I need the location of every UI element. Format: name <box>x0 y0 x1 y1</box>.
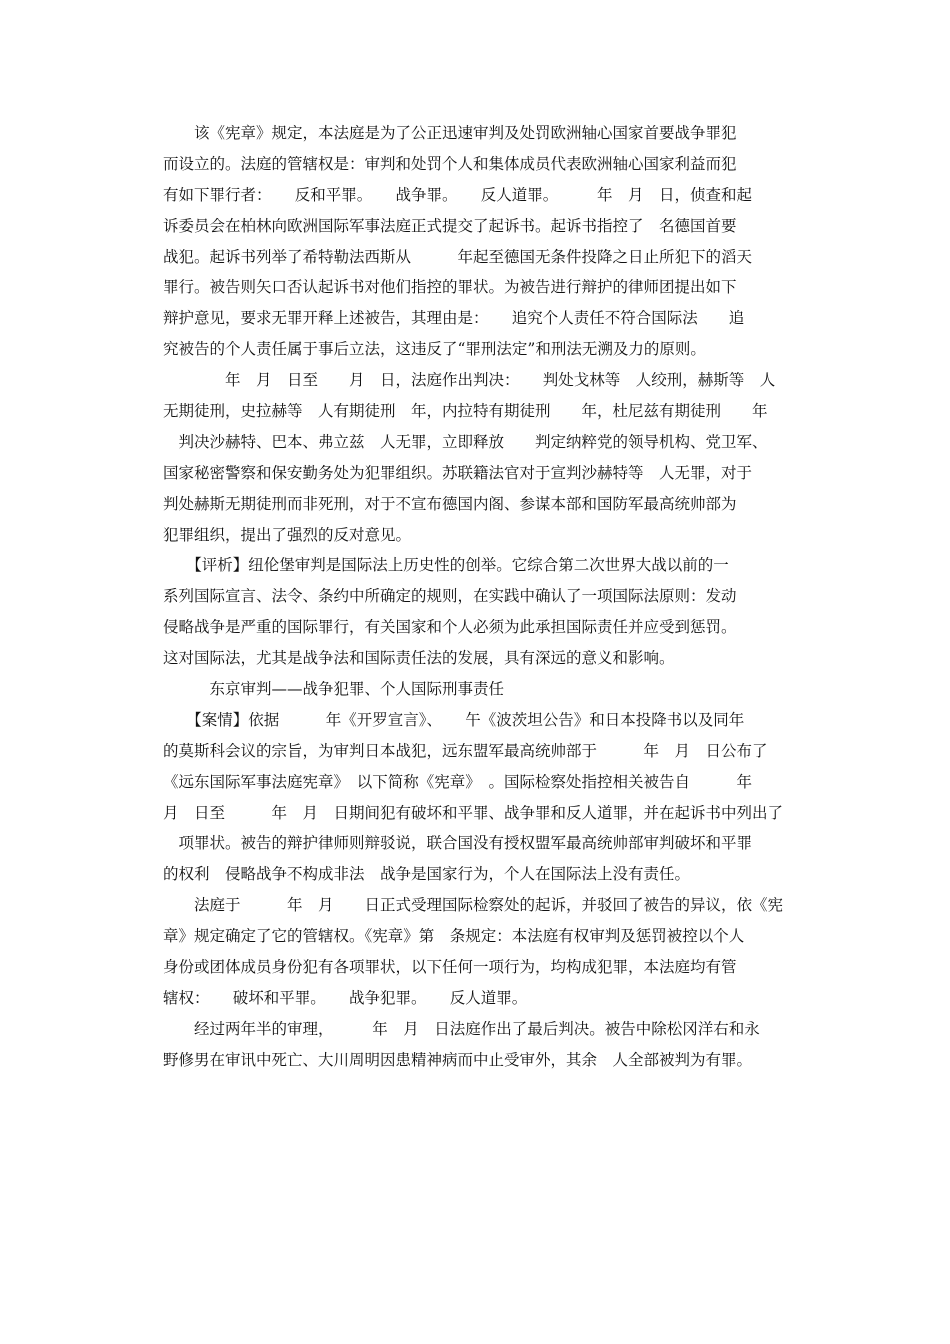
text-line: 章》规定确定了它的管辖权。《宪章》第 条规定：本法庭有权审判及惩罚被控以个人 <box>163 927 745 946</box>
text-line: 辖权： 破坏和平罪。 战争犯罪。 反人道罪。 <box>163 988 528 1007</box>
text-line: 诉委员会在柏林向欧洲国际军事法庭正式提交了起诉书。起诉书指控了 名德国首要 <box>163 216 737 235</box>
text-line: 该《宪章》规定，本法庭是为了公正迅速审判及处罚欧洲轴心国家首要战争罪犯 <box>163 124 737 142</box>
text-line: 项罪状。被告的辩护律师则辩驳说，联合国没有授权盟军最高统帅部审判破坏和平罪 <box>163 834 753 853</box>
text-line: 法庭于 年 月 日正式受理国际检察处的起诉，并驳回了被告的异议，依《宪 <box>163 896 784 915</box>
text-line: 判处赫斯无期徒刑而非死刑，对于不宣布德国内阁、参谋本部和国防军最高统帅部为 <box>163 494 737 513</box>
text-line: 【评析】纽伦堡审判是国际法上历史性的创举。它综合第二次世界大战以前的一 <box>163 556 729 575</box>
text-line: 辩护意见，要求无罪开释上述被告，其理由是： 追究个人责任不符合国际法 追 <box>163 309 745 328</box>
text-line: 年 月 日至 月 日，法庭作出判决： 判处戈林等 人绞刑，赫斯等 人 <box>163 371 776 390</box>
text-line: 的莫斯科会议的宗旨，为审判日本战犯，远东盟军最高统帅部于 年 月 日公布了 <box>163 741 768 760</box>
section-heading: 东京审判——战争犯罪、个人国际刑事责任 <box>163 680 505 699</box>
body-text <box>163 118 795 1076</box>
text-line: 犯罪组织，提出了强烈的反对意见。 <box>163 525 412 544</box>
text-line: 战犯。起诉书列举了希特勒法西斯从 年起至德国无条件投降之日止所犯下的滔天 <box>163 247 753 266</box>
text-line: 系列国际宣言、法令、条约中所确定的规则，在实践中确认了一项国际法原则：发动 <box>163 587 737 606</box>
text-line: 无期徒刑，史拉赫等 人有期徒刑 年，内拉特有期徒刑 年，杜尼兹有期徒刑 年 <box>163 402 768 421</box>
text-line: 罪行。被告则矢口否认起诉书对他们指控的罪状。为被告进行辩护的律师团提出如下 <box>163 278 737 297</box>
text-line: 《远东国际军事法庭宪章》 以下简称《宪章》 。国际检察处指控相关被告自 年 <box>163 772 753 791</box>
text-line: 野修男在审讯中死亡、大川周明因患精神病而中止受审外，其余 人全部被判为有罪。 <box>163 1050 753 1069</box>
text-line: 侵略战争是严重的国际罪行，有关国家和个人必须为此承担国际责任并应受到惩罚。 <box>163 618 737 637</box>
text-line: 【案情】依据 年《开罗宣言》、 午《波茨坦公告》和日本投降书以及同年 <box>163 710 745 729</box>
text-line: 国家秘密警察和保安勤务处为犯罪组织。苏联籍法官对于宣判沙赫特等 人无罪，对于 <box>163 463 753 482</box>
text-line: 而设立的。法庭的管辖权是：审判和处罚个人和集体成员代表欧洲轴心国家利益而犯 <box>163 154 737 173</box>
text-line: 的权利 侵略战争不构成非法 战争是国家行为，个人在国际法上没有责任。 <box>163 865 691 884</box>
text-line: 经过两年半的审理， 年 月 日法庭作出了最后判决。被告中除松冈洋右和永 <box>163 1019 760 1038</box>
text-line: 判决沙赫特、巴本、弗立兹 人无罪，立即释放 判定纳粹党的领导机构、党卫军、 <box>163 432 768 451</box>
text-line: 身份或团体成员身份犯有各项罪状，以下任何一项行为，均构成犯罪，本法庭均有管 <box>163 958 737 977</box>
text-line: 月 日至 年 月 日期间犯有破坏和平罪、战争罪和反人道罪，并在起诉书中列出了 <box>163 803 784 822</box>
text-line: 有如下罪行者： 反和平罪。 战争罪。 反人道罪。 年 月 日，侦查和起 <box>163 185 753 204</box>
text-line: 这对国际法，尤其是战争法和国际责任法的发展，具有深远的意义和影响。 <box>163 649 675 668</box>
text-line: 究被告的个人责任属于事后立法，这违反了“罪刑法定”和刑法无溯及力的原则。 <box>163 340 706 359</box>
